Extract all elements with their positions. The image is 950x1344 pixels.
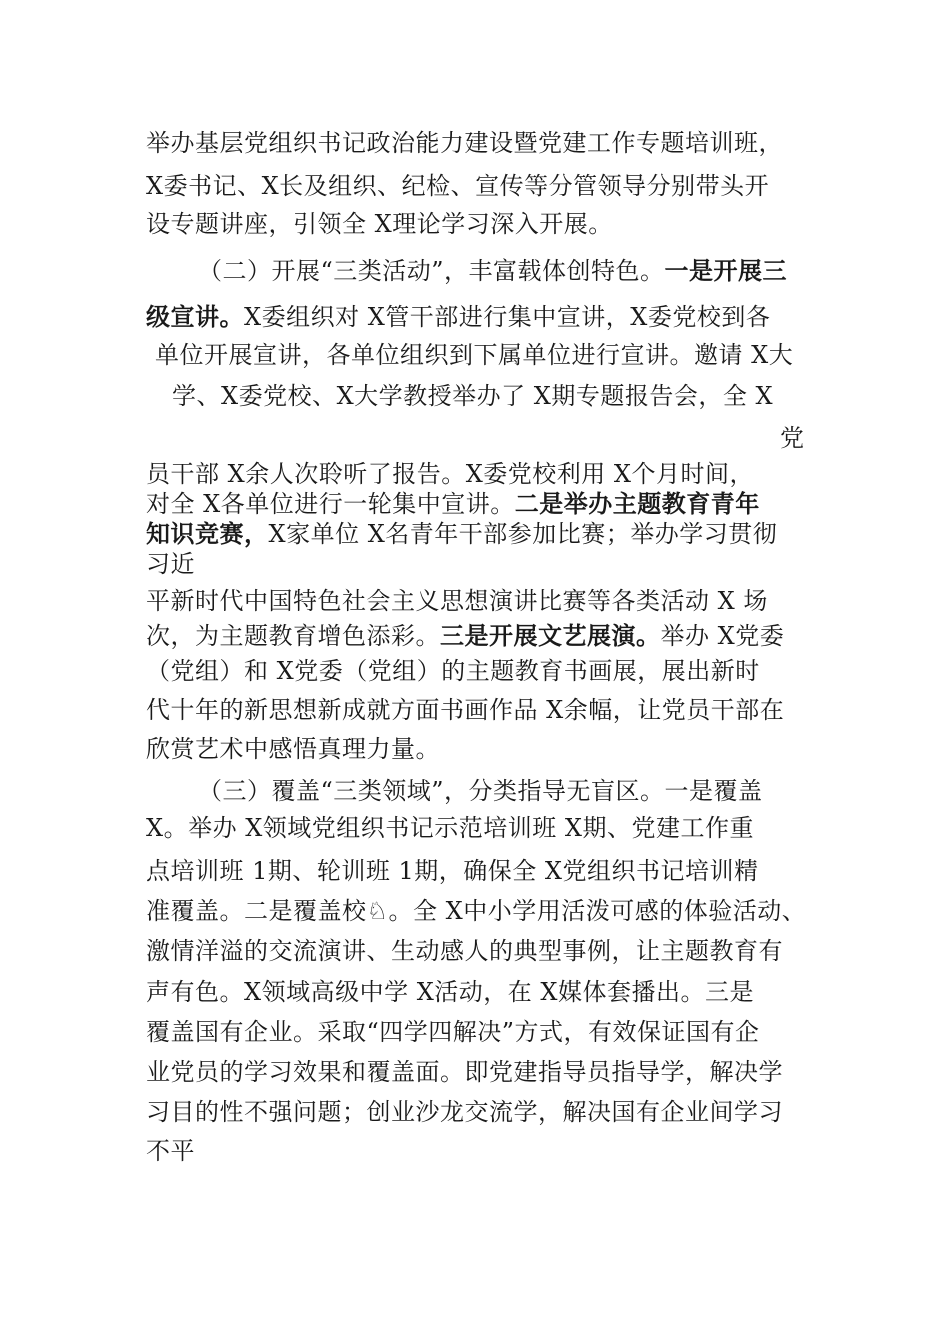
- text-line: X。举办 X领域党组织书记示范培训班 X期、党建工作重: [146, 814, 755, 842]
- text-line: 举办基层党组织书记政治能力建设暨党建工作专题培训班，: [146, 129, 783, 157]
- text-line: 习近: [146, 550, 195, 578]
- text-line: 对全 X各单位进行一轮集中宣讲。二是举办主题教育青年: [146, 490, 760, 518]
- text-line: 准覆盖。二是覆盖校♘。全 X中小学用活泼可感的体验活动、: [146, 897, 807, 925]
- text-line: 业党员的学习效果和覆盖面。即党建指导员指导学，解决学: [146, 1058, 783, 1086]
- text-line: 声有色。X领域高级中学 X活动，在 X媒体套播出。三是: [146, 978, 755, 1006]
- text-line: 覆盖国有企业。采取“四学四解决”方式，有效保证国有企: [146, 1018, 760, 1046]
- text-line: 单位开展宣讲，各单位组织到下属单位进行宣讲。邀请 X大: [155, 341, 794, 369]
- text-line: 点培训班 1期、轮训班 1期，确保全 X党组织书记培训精: [146, 857, 759, 885]
- text-line: （三）覆盖“三类领域”，分类指导无盲区。一是覆盖: [198, 777, 763, 805]
- text-line: 设专题讲座，引领全 X理论学习深入开展。: [146, 210, 613, 238]
- text-line: 党: [780, 424, 805, 452]
- text-line: 代十年的新思想新成就方面书画作品 X余幅，让党员干部在: [146, 696, 785, 724]
- text-line: 级宣讲。X委组织对 X管干部进行集中宣讲，X委党校到各: [146, 303, 771, 331]
- text-line: 次，为主题教育增色添彩。三是开展文艺展演。举办 X党委: [146, 622, 785, 650]
- text-line: 欣赏艺术中感悟真理力量。: [146, 735, 440, 763]
- text-line: 习目的性不强问题；创业沙龙交流学，解决国有企业间学习: [146, 1098, 783, 1126]
- text-line: 激情洋溢的交流演讲、生动感人的典型事例，让主题教育有: [146, 937, 783, 965]
- text-line: 知识竞赛，X家单位 X名青年干部参加比赛；举办学习贯彻: [146, 520, 778, 548]
- text-line: 不平: [146, 1137, 195, 1165]
- text-line: X委书记、X长及组织、纪检、宣传等分管领导分别带头开: [146, 172, 770, 200]
- text-line: （党组）和 X党委（党组）的主题教育书画展，展出新时: [146, 657, 760, 685]
- text-line: 学、X委党校、X大学教授举办了 X期专题报告会，全 X: [172, 382, 774, 410]
- text-line: 员干部 X余人次聆听了报告。X委党校利用 X个月时间，: [146, 460, 755, 488]
- text-line: 平新时代中国特色社会主义思想演讲比赛等各类活动 X 场: [146, 587, 768, 615]
- text-line: （二）开展“三类活动”，丰富载体创特色。一是开展三: [198, 257, 788, 285]
